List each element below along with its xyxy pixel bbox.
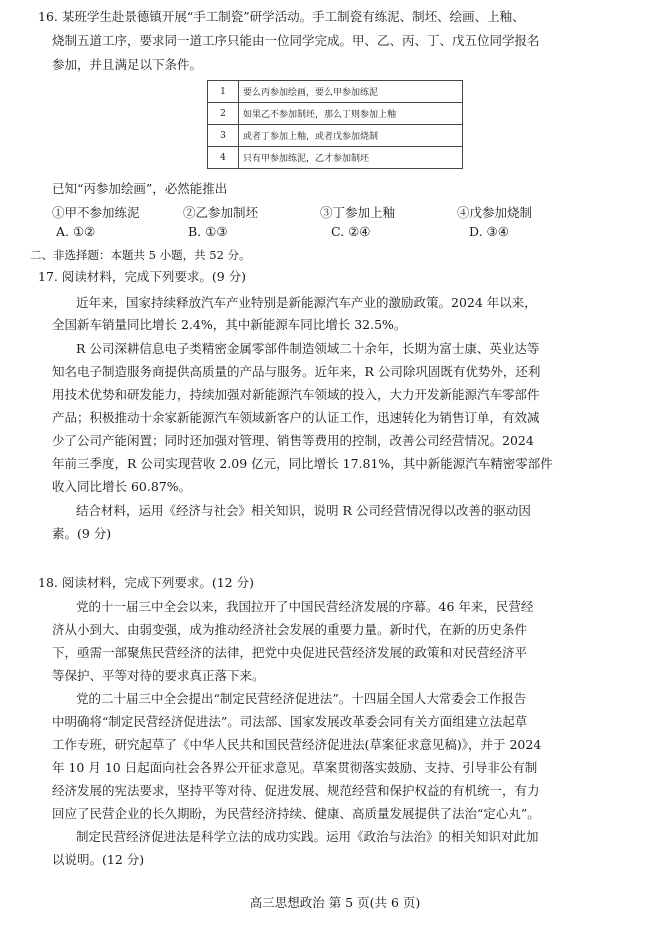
q16-conditions-table bbox=[207, 80, 463, 169]
q18-title: 18. 阅读材料，完成下列要求。(12 分) bbox=[38, 575, 254, 590]
section-heading: 二、非选择题：本题共 5 小题，共 52 分。 bbox=[30, 248, 251, 262]
q18-paragraph-line: 经济发展的宪法要求，坚持平等对待、促进发展、规范经营和保护权益的有机统一，有力 bbox=[52, 783, 540, 798]
q16-stem-line: 烧制五道工序，要求同一道工序只能由一位同学完成。甲、乙、丙、丁、戊五位同学报名 bbox=[52, 33, 540, 48]
q18-paragraph-line: 党的十一届三中全会以来，我国拉开了中国民营经济发展的序幕。46 年来，民营经 bbox=[76, 599, 534, 614]
q16-item: ③丁参加上釉 bbox=[320, 205, 396, 220]
q18-paragraph-line: 济从小到大、由弱变强，成为推动经济社会发展的重要力量。新时代，在新的历史条件 bbox=[52, 622, 528, 637]
q18-paragraph-line: 下，亟需一部聚焦民营经济的法律，把党中央促进民营经济发展的政策和对民营经济平 bbox=[52, 645, 528, 660]
q18-task-line: 制定民营经济促进法是科学立法的成功实践。运用《政治与法治》的相关知识对此加 bbox=[76, 829, 539, 844]
condition-text: 或者丁参加上釉，或者戊参加烧制 bbox=[239, 125, 463, 147]
q18-task-line: 以说明。(12 分) bbox=[52, 852, 145, 867]
q17-task-line: 结合材料，运用《经济与社会》相关知识，说明 R 公司经营情况得以改善的驱动因 bbox=[76, 503, 531, 518]
q16-choice: C. ②④ bbox=[331, 224, 371, 239]
condition-text: 要么丙参加绘画，要么甲参加练泥 bbox=[239, 81, 463, 103]
condition-text: 如果乙不参加制坯，那么丁则参加上釉 bbox=[239, 103, 463, 125]
q18-paragraph-line: 中明确将“制定民营经济促进法”。司法部、国家发展改革委会同有关方面组建立法起草 bbox=[52, 714, 528, 729]
q16-choice: A. ①② bbox=[56, 224, 96, 239]
q18-paragraph-line: 党的二十届三中全会提出“制定民营经济促进法”。十四届全国人大常委会工作报告 bbox=[76, 691, 527, 706]
q17-paragraph-line: 全国新车销量同比增长 2.4%，其中新能源车同比增长 32.5%。 bbox=[52, 317, 407, 332]
q16-item: ②乙参加制坯 bbox=[183, 205, 259, 220]
condition-number: 2 bbox=[208, 103, 239, 125]
table-row bbox=[208, 103, 463, 125]
q18-paragraph-line: 工作专班，研究起草了《中华人民共和国民营经济促进法(草案征求意见稿)》，并于 2024 bbox=[52, 737, 542, 752]
q17-paragraph-line: 年前三季度，R 公司实现营收 2.09 亿元，同比增长 17.81%，其中新能源汽车精密零部件 bbox=[52, 456, 553, 471]
q18-paragraph-line: 等保护、平等对待的要求真正落下来。 bbox=[52, 668, 265, 683]
q17-paragraph-line: 知名电子制造服务商提供高质量的产品与服务。近年来，R 公司除巩固既有优势外，还利 bbox=[52, 364, 541, 379]
q17-paragraph-line: 收入同比增长 60.87%。 bbox=[52, 479, 192, 494]
q18-paragraph-line: 回应了民营企业的长久期盼，为民营经济持续、健康、高质量发展提供了法治“定心丸”。 bbox=[52, 806, 540, 821]
table-row bbox=[208, 81, 463, 103]
q16-stem-line: 16. 某班学生赴景德镇开展“手工制瓷”研学活动。手工制瓷有练泥、制坯、绘画、上釉、 bbox=[38, 9, 525, 24]
condition-number: 1 bbox=[208, 81, 239, 103]
condition-number: 4 bbox=[208, 147, 239, 169]
page-footer: 高三思想政治 第 5 页(共 6 页) bbox=[249, 895, 421, 910]
q18-paragraph-line: 年 10 月 10 日起面向社会各界公开征求意见。草案贯彻落实鼓励、支持、引导非公有制 bbox=[52, 760, 538, 775]
q17-paragraph-line: 少了公司产能闲置；同时还加强对管理、销售等费用的控制，改善公司经营情况。2024 bbox=[52, 433, 534, 448]
table-row bbox=[208, 147, 463, 169]
q17-paragraph-line: 近年来，国家持续释放汽车产业特别是新能源汽车产业的激励政策。2024 年以来， bbox=[76, 295, 537, 310]
condition-text: 只有甲参加练泥，乙才参加制坯 bbox=[239, 147, 463, 169]
q16-item: ④戊参加烧制 bbox=[457, 205, 533, 220]
q16-choice: D. ③④ bbox=[469, 224, 509, 239]
q17-paragraph-line: 用技术优势和研发能力，持续加强对新能源汽车领域的投入，大力开发新能源汽车零部件 bbox=[52, 387, 540, 402]
q16-premise: 已知“丙参加绘画”，必然能推出 bbox=[52, 181, 228, 196]
q17-title: 17. 阅读材料，完成下列要求。(9 分) bbox=[38, 269, 247, 284]
q16-stem-line: 参加，并且满足以下条件。 bbox=[52, 57, 203, 72]
q17-paragraph-line: 产品；积极推动十余家新能源汽车领域新客户的认证工作，迅速转化为销售订单，有效减 bbox=[52, 410, 540, 425]
q17-task-line: 素。(9 分) bbox=[52, 526, 112, 541]
q16-choice: B. ①③ bbox=[188, 224, 228, 239]
table-row bbox=[208, 125, 463, 147]
q17-paragraph-line: R 公司深耕信息电子类精密金属零部件制造领域二十余年，长期为富士康、英业达等 bbox=[76, 341, 540, 356]
condition-number: 3 bbox=[208, 125, 239, 147]
q16-item: ①甲不参加练泥 bbox=[52, 205, 140, 220]
